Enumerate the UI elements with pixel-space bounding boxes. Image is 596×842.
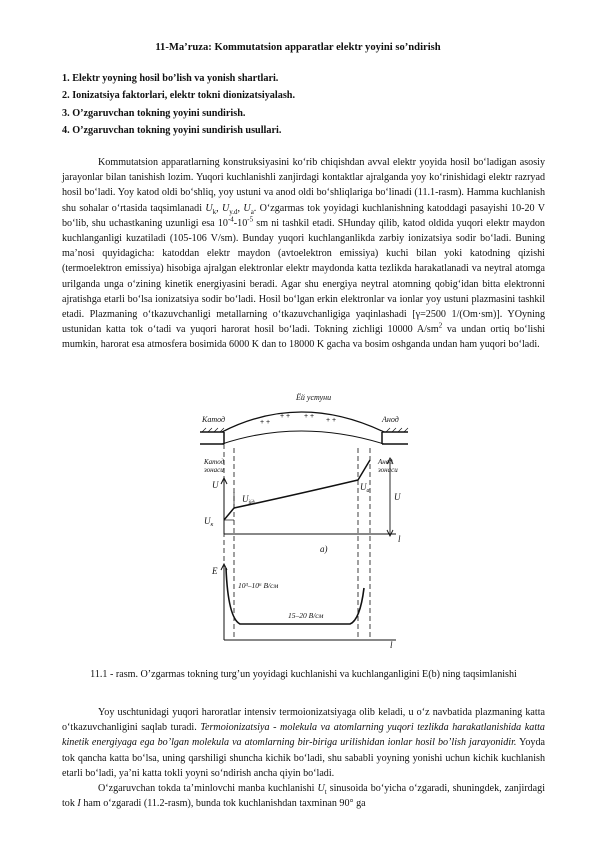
label-anod-zone: зонаси (378, 466, 398, 474)
label-uk: $U_к$ (204, 516, 214, 528)
text-span: , (237, 202, 244, 214)
figure-caption: 11.1 - rasm. O’zgarmas tokning turg’un yoyidagi kuchlanishi va kuchlanganligini E(b) ning taqsimlanishi (90, 669, 517, 680)
voltage-curve (224, 460, 370, 520)
superscript: -4 (227, 215, 234, 224)
label-u-axis: U (212, 480, 219, 490)
label-katod: Катод (202, 415, 226, 424)
text-span: , (216, 202, 222, 214)
subscript: a (250, 207, 254, 216)
text-span: Kommutatsion apparatlarning konstruksiyasini ko‘rib chiqishdan avval elektr yoyida hosil bo‘ladigan asosiy jarayonlar bilan tanishish lozim. Yuqori kuchlanishli zanjirdagi kontaktlar ajralganda yoy ko‘rinishidagi elektr razryad hosil bo‘ladi. Yoy katod oldi bo‘shliq, yoy ustuni va anod oldi bo‘shliqlariga bo‘linadi (11.1-rasm). Hamma kuchlanish shu sohalar o‘rtasida taqsimlanadi (62, 157, 545, 214)
label-anod: Анод (382, 415, 399, 424)
symbol-u: U (317, 783, 325, 794)
symbol-ua: U (243, 202, 251, 214)
superscript: 2 (438, 321, 443, 330)
paragraph-ac-arc (62, 781, 545, 811)
label-l-right: l (398, 534, 401, 544)
label-katod-zone: зонаси (204, 466, 224, 474)
arc-column-upper (222, 412, 384, 432)
svg-text:+ +: + + (326, 417, 337, 424)
topic-item: 1. Elektr yoyning hosil bo’lish va yonish shartlari. (62, 73, 279, 84)
text-span: ham o‘zgaradi (11.2-rasm), bunda tok kuchlanishdan taxminan 90° ga (80, 798, 366, 810)
text-span: -10 (233, 217, 248, 229)
svg-text:+ +: + + (280, 413, 291, 420)
definition-italic: Termoionizatsiya - molekula va atomlarning yuqori tezlikda harakatlanishida katta kinetik energiyaga ega bo’lgan molekula va atomlarning bir-biriga urilishidan ionlar hosil bo’lish jarayonidir. (62, 722, 545, 749)
paragraph-thermoionization (62, 705, 545, 781)
label-e-low: 15–20 В/см (288, 611, 324, 620)
label-a: а) (320, 544, 328, 554)
subscript: y.d (229, 207, 238, 216)
arc-column-lower (222, 431, 384, 444)
svg-text:+ +: + + (304, 413, 315, 420)
topic-item: 4. O’zgaruvchan tokning yoyini sundirish usullari. (62, 124, 282, 136)
label-katod-zone: Катод (204, 458, 225, 466)
katod-electrode (200, 428, 224, 444)
text-span: . O‘zgarmas tok yoyidagi kuchlanishning katoddagi pasayishi 10-20 V bo‘lib, shu uchastkaning uzunligi esa 10 (62, 202, 546, 229)
subscript: k (212, 207, 217, 216)
text-span: O‘zgaruvchan tokda ta’minlovchi manba kuchlanishi (98, 783, 318, 794)
lecture-title: 11-Ma’ruza: Kommutatsion apparatlar elektr yoyini so’ndirish (155, 42, 441, 53)
symbol-i: I (77, 798, 81, 810)
label-l-bottom: l (390, 640, 393, 650)
arc-voltage-figure (200, 388, 410, 650)
label-e-high: 10³–10⁶ В/см (238, 581, 279, 590)
label-e-axis: E (212, 566, 218, 576)
topic-item: 2. Ionizatsiya faktorlari, elektr tokni dionizatsiyalash. (62, 90, 295, 102)
anod-electrode (382, 428, 408, 444)
symbol-uk: U (205, 202, 213, 214)
text-span: sinusoida bo‘yicha o‘zgaradi, shuningdek, zanjirdagi tok (62, 783, 545, 810)
superscript: -5 (247, 215, 254, 224)
paragraph-intro (62, 155, 545, 353)
topic-item: 3. O’zgaruvchan tokning yoyini sundirish. (62, 107, 246, 119)
text-span: Yoyda tok qancha katta bo‘lsa, uning qarshiligi shuncha kichik bo‘ladi, shu sababli yoyning yonishi uchun kichik kuchlanish etarli bo‘ladi, ya’ni katta tokli yoyni so‘ndirish ancha qiyin bo‘ladi. (62, 737, 545, 779)
label-uyd: $U_{йд}$ (242, 494, 255, 506)
svg-text:+ +: + + (260, 419, 271, 426)
text-span: Yoy uschtunidagi yuqori haroratlar intensiv termoionizatsiyaga olib keladi, u o‘z navbatida plazmaning katta o‘tkazuvchanligini saqlab turadi. (62, 707, 545, 734)
symbol-uyd: U (221, 202, 230, 214)
subscript: t (324, 788, 327, 797)
label-ua: $U_а$ (360, 482, 370, 494)
topic-list (62, 70, 542, 139)
text-span: va undan ortiq bo‘lishi mumkin, harorat esa atmosfera bosimida 6000 K dan to 18000 K gacha va bosim oshganda undan ham yuqori bo‘ladi. (62, 324, 546, 351)
label-anod-zone: Анод (378, 458, 393, 466)
label-arc-column: Ёй устуни (296, 393, 332, 402)
label-u-right: U (394, 492, 401, 502)
text-span: sm ni tashkil etadi. SHunday qilib, katod oldida yuqori elektr maydon kuchlanganligi kuzatiladi (105-106 V/sm). Bunday yuqori kuchlanganlikda zarbiy ionizatsiya sodir bo‘ladi. Buning ma’nosi quyidagicha: katoddan elektr maydon (avtoelektron emissiya) kuchi bilan yoki katodning qizishi (termoelektron emissiya) hisobiga ajralgan elektronlar elektr maydonda katta tezlikda harakatlanadi va neytral atomga urilganda unga o‘zining kinetik energiyasini beradi. Agar shu energiya neytral atomning qobig‘idan bitta elektronni ajratishga etarli bo‘lsa ionizatsiya sodir bo‘ladi. Hosil bo‘lgan erkin elektronlar va ionlar yoy ustuni plazmasini tashkil etadi. Plazmaning o‘tkazuvchanligi metallarning o‘tkazuvchanligiga yaqinlashadi [γ=2500 1/(Om·sm)]. YOyning ustunidan katta tok o‘tadi va yuqori harorat hosil bo‘ladi. Tokning zichligi 10000 A/sm (62, 217, 545, 336)
